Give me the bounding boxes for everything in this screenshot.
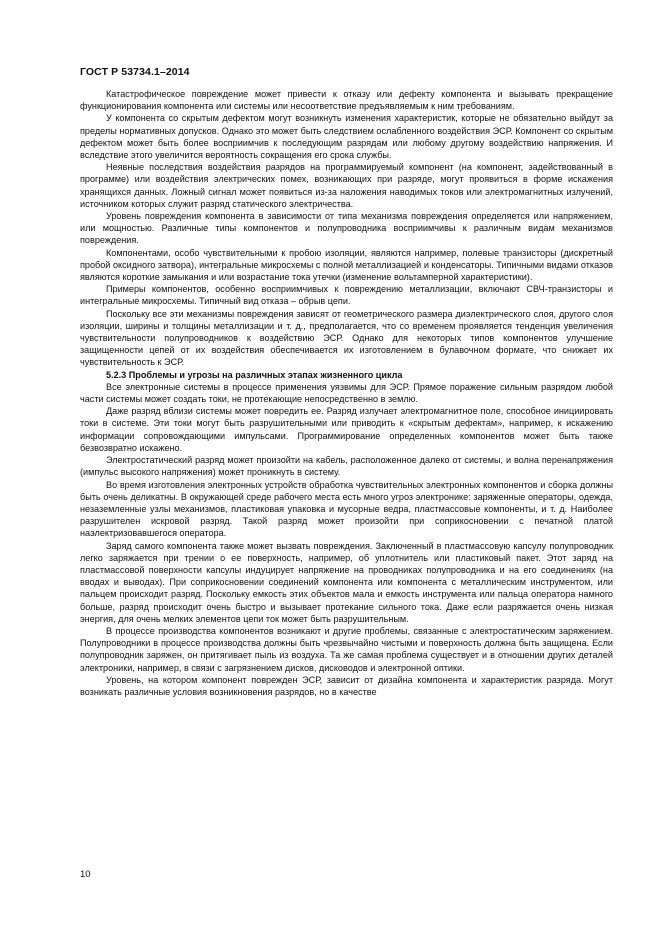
paragraph: Уровень, на котором компонент поврежден ЭСР, зависит от дизайна компонента и характеристик разряда. Могут возникать различные условия возникновения разрядов, но в качестве [80, 674, 613, 697]
section-heading: 5.2.3 Проблемы и угрозы на различных этапах жизненного цикла [106, 369, 403, 380]
paragraph: Компонентами, особо чувствительными к пробою изоляции, являются например, полевые транзисторы (дискретный пробой оксидного затвора), интегральные микросхемы с полной металлизацией и конденсаторы. Типичными видами отказов являются короткие замыкания и или возрастание тока утечки (изменение вольтамперной характеристики). [80, 247, 613, 283]
paragraph: Все электронные системы в процессе применения уязвимы для ЭСР. Прямое поражение сильным разрядом любой части системы может создать токи, не протекающие непосредственно в землю. [80, 381, 613, 405]
page-number: 10 [80, 869, 91, 880]
paragraph: В процессе производства компонентов возникают и другие проблемы, связанные с электростатическим заряжением. Полупроводники в процессе производства должны быть чрезвычайно чистыми и поверхность должна быть защищена. Если полупроводник заряжен, он притягивает пыль из воздуха. Та же самая проблема существует и в отношении других деталей электроники, например, в связи с загрязнением дисков, дисководов и электронной оптики. [80, 625, 613, 673]
document-header: ГОСТ Р 53734.1–2014 [80, 66, 190, 78]
paragraph: Неявные последствия воздействия разрядов на программируемый компонент (на компонент, задействованный в программе) или воздействия электрических помех, возникающих при разряде, могут проявиться в форме искажения хранящихся данных. Ложный сигнал может появиться из-за наложения наводимых токов или электромагнитных излучений, источником которых служит разряд статического электричества. [80, 162, 613, 209]
paragraph: Заряд самого компонента также может вызвать повреждения. Заключенный в пластмассовую капсулу полупроводник легко заряжается при трении о ее поверхность, например, об уплотнитель или пластиковый пакет. Этот заряд на пластмассовой поверхности капсулы индуцирует напряжение на проводниках полупроводника и на его соединениях (на вводах и выводах). При соприкосновении соединений компонента или компонента с металлическим инструментом, или пальцем происходит разряд. Поскольку емкость этих объектов мала и емкость инструмента или пальца оператора намного больше, разряд происходит очень быстро и вызывает протекание сильного тока. Даже если разряжается очень низкая энергия, для очень мелких элементов цепи ток может быть разрушительным. [80, 540, 613, 624]
page-body [80, 88, 613, 698]
paragraph: Даже разряд вблизи системы может повредить ее. Разряд излучает электромагнитное поле, способное инициировать токи в системе. Эти токи могут быть разрушительными или приводить к «скрытым дефектам», например, к искажению информации сопровождающими импульсами. Программирование определенных компонентов может быть также безвозвратно искажено. [80, 406, 613, 453]
paragraph: У компонента со скрытым дефектом могут возникнуть изменения характеристик, которые не обязательно выйдут за пределы нормативных допусков. Однако это может быть следствием ослабленного воздействия ЭСР. Компонент со скрытым дефектом может быть более восприимчив к последующим разрядам или любому другому воздействию напряжения. И вследствие этого увеличится вероятность сокращения его срока службы. [80, 113, 613, 161]
paragraph: Примеры компонентов, особенно восприимчивых к повреждению металлизации, включают СВЧ-транзисторы и интегральные микросхемы. Типичный вид отказа – обрыв цепи. [80, 284, 613, 307]
paragraph: Поскольку все эти механизмы повреждения зависят от геометрического размера диэлектрического слоя, другого слоя изоляции, ширины и толщины металлизации и т. д., предполагается, что со временем проявляется тенденция увеличения чувствительности полупроводников к воздействию ЭСР. Однако для некоторых типов компонентов улучшение защищенности цепей от их воздействия обеспечивается их изготовлением в булавочном формате, что снижает их чувствительность к ЭСР. [80, 308, 613, 368]
paragraph: Электростатический разряд может произойти на кабель, расположенное далеко от системы, и волна перенапряжения (импульс высокого напряжения) может проникнуть в систему. [80, 455, 613, 478]
paragraph: Во время изготовления электронных устройств обработка чувствительных электронных компонентов и сборка должны быть очень деликатны. В окружающей среде рабочего места есть много угроз электронике: заряженные операторы, одежда, незаземленные узлы механизмов, пластиковая упаковка и мусорные ведра, пластмассовые компоненты, и т. д. Наиболее разрушителен искровой разряд. Такой разряд может произойти при соприкосновении с печатной платой наэлектризовавшегося оператора. [80, 479, 613, 539]
paragraph: Катастрофическое повреждение может привести к отказу или дефекту компонента и вызывать прекращение функционирования компонента или системы или несоответствие предъявляемым к ним требованиям. [80, 89, 613, 112]
paragraph: Уровень повреждения компонента в зависимости от типа механизма повреждения определяется или напряжением, или мощностью. Различные типы компонентов и полупроводника восприимчивы к различным видам механизмов повреждения. [80, 211, 613, 246]
